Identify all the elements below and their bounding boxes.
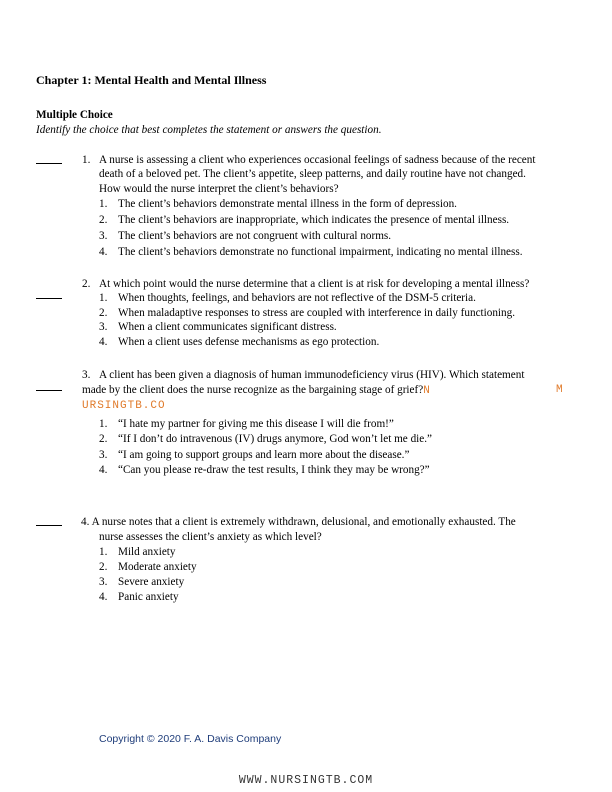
option-text: The client’s behaviors demonstrate mental illness in the form of depression.	[118, 198, 457, 210]
option-text: Moderate anxiety	[118, 561, 197, 573]
option-number: 4.	[99, 246, 108, 258]
answer-blank[interactable]	[36, 390, 62, 391]
option-number: 3.	[99, 576, 108, 588]
option-text: “I hate my partner for giving me this disease I will die from!”	[118, 418, 394, 430]
option-number: 1.	[99, 198, 108, 210]
answer-option[interactable]	[99, 306, 515, 320]
option-number: 3.	[99, 321, 108, 333]
answer-blank[interactable]	[36, 298, 62, 299]
option-text: When thoughts, feelings, and behaviors are not reflective of the DSM-5 criteria.	[118, 292, 476, 304]
option-text: Severe anxiety	[118, 576, 185, 588]
question-number: 1.	[82, 154, 91, 166]
watermark-fragment: URSINGTB.CO	[82, 400, 166, 412]
copyright-notice: Copyright © 2020 F. A. Davis Company	[99, 733, 282, 745]
option-text: When a client communicates significant distress.	[118, 321, 337, 333]
question-stem-line	[81, 515, 516, 529]
answer-option[interactable]	[99, 463, 430, 477]
option-text: “If I don’t do intravenous (IV) drugs anymore, God won’t let me die.”	[118, 433, 432, 445]
answer-option[interactable]	[99, 448, 409, 462]
answer-option[interactable]	[99, 335, 379, 349]
section-heading: Multiple Choice	[36, 109, 113, 121]
answer-blank[interactable]	[36, 163, 62, 164]
option-number: 4.	[99, 336, 108, 348]
answer-option[interactable]	[99, 245, 523, 259]
option-number: 2.	[99, 561, 108, 573]
answer-blank[interactable]	[36, 525, 62, 526]
answer-option[interactable]	[99, 432, 432, 446]
option-text: The client’s behaviors are inappropriate, which indicates the presence of mental illness.	[118, 214, 510, 226]
answer-option[interactable]	[99, 545, 175, 559]
chapter-title: Chapter 1: Mental Health and Mental Illness	[36, 73, 267, 87]
answer-option[interactable]	[99, 291, 476, 305]
answer-option[interactable]	[99, 560, 197, 574]
footer-site-url: WWW.NURSINGTB.COM	[238, 774, 374, 787]
watermark-fragment: M	[556, 384, 564, 396]
option-text: “I am going to support groups and learn more about the disease.”	[118, 449, 410, 461]
option-text: Panic anxiety	[118, 591, 179, 603]
option-text: The client’s behaviors demonstrate no functional impairment, indicating no mental illness.	[118, 246, 523, 258]
question-stem-line: At which point would the nurse determine that a client is at risk for developing a mental illness?	[99, 278, 530, 290]
answer-option[interactable]	[99, 590, 179, 604]
option-number: 3.	[99, 449, 108, 461]
answer-option[interactable]	[99, 229, 391, 243]
question-stem-line: A client has been given a diagnosis of human immunodeficiency virus (HIV). Which statement	[99, 369, 525, 381]
question-stem-text: A nurse notes that a client is extremely withdrawn, delusional, and emotionally exhausted. The	[91, 516, 516, 528]
option-number: 4.	[99, 464, 108, 476]
question-stem-line	[82, 383, 431, 398]
option-text: Mild anxiety	[118, 546, 176, 558]
question-stem-line: A nurse is assessing a client who experiences occasional feelings of sadness because of the recent	[99, 154, 536, 166]
answer-option[interactable]	[99, 320, 337, 334]
watermark-fragment: N	[423, 385, 431, 397]
option-number: 2.	[99, 433, 108, 445]
option-text: “Can you please re-draw the test results, I think they may be wrong?”	[118, 464, 430, 476]
option-number: 1.	[99, 546, 108, 558]
option-number: 1.	[99, 292, 108, 304]
option-text: When maladaptive responses to stress are coupled with interference in daily functioning.	[118, 307, 516, 319]
option-number: 4.	[99, 591, 108, 603]
question-stem-line: nurse assesses the client’s anxiety as which level?	[99, 531, 322, 543]
answer-option[interactable]	[99, 213, 509, 227]
option-text: When a client uses defense mechanisms as ego protection.	[118, 336, 380, 348]
question-stem-line: How would the nurse interpret the client’s behaviors?	[99, 183, 339, 195]
section-instructions: Identify the choice that best completes the statement or answers the question.	[36, 124, 382, 136]
answer-option[interactable]	[99, 197, 457, 211]
question-number: 3.	[82, 369, 91, 381]
option-number: 3.	[99, 230, 108, 242]
option-text: The client’s behaviors are not congruent with cultural norms.	[118, 230, 392, 242]
question-number: 2.	[82, 278, 91, 290]
option-number: 1.	[99, 418, 108, 430]
question-stem-line: death of a beloved pet. The client’s appetite, sleep patterns, and daily routine have not changed.	[99, 168, 526, 180]
answer-option[interactable]	[99, 417, 394, 431]
option-number: 2.	[99, 307, 108, 319]
option-number: 2.	[99, 214, 108, 226]
question-stem-text: made by the client does the nurse recognize as the bargaining stage of grief?	[82, 384, 424, 396]
answer-option[interactable]	[99, 575, 184, 589]
question-number: 4.	[81, 516, 90, 528]
